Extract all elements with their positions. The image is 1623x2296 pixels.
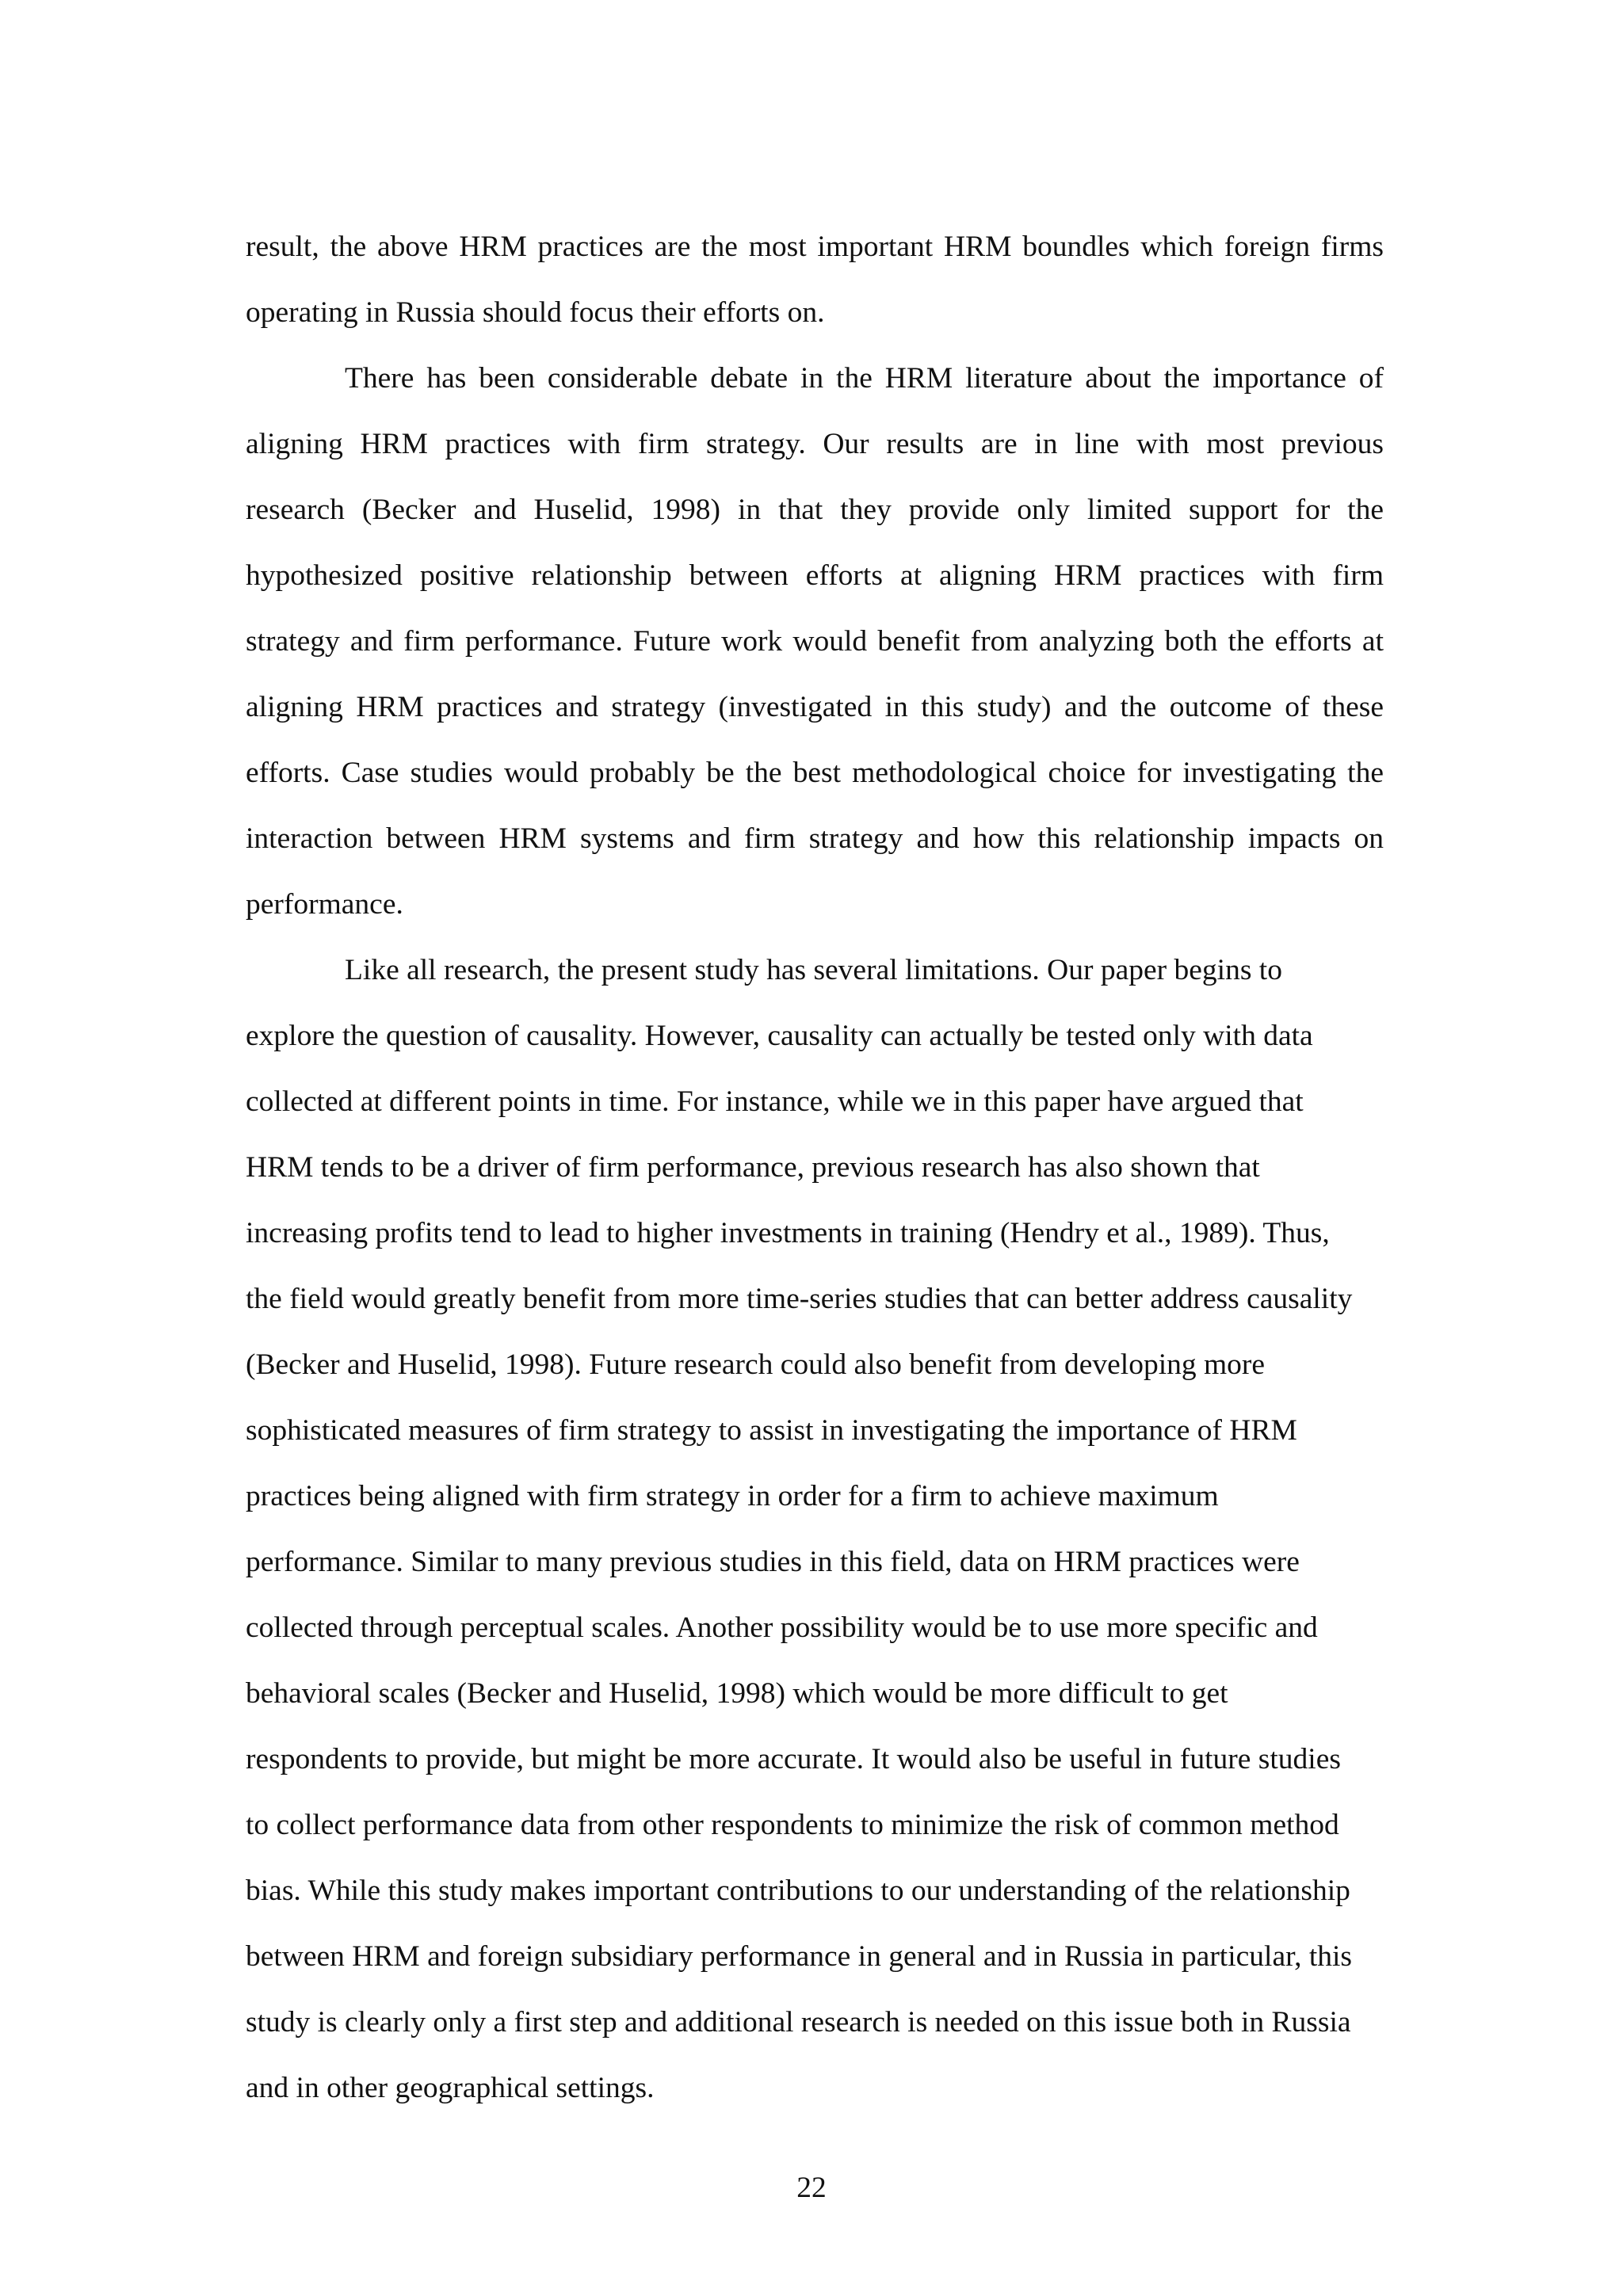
- text-line: There has been considerable debate in the HRM literature about the importance of: [345, 362, 1384, 395]
- text-line: the field would greatly benefit from more time-series studies that can better address causality: [246, 1283, 1353, 1315]
- text-line: respondents to provide, but might be more accurate. It would also be useful in future studies: [246, 1743, 1341, 1775]
- text-line: between HRM and foreign subsidiary performance in general and in Russia in particular, this: [246, 1940, 1353, 1973]
- body-text: [246, 214, 1384, 2121]
- text-line: study is clearly only a first step and additional research is needed on this issue both in Russia: [246, 2006, 1351, 2039]
- text-line: research (Becker and Huselid, 1998) in that they provide only limited support for the: [246, 494, 1384, 526]
- text-line: Like all research, the present study has several limitations. Our paper begins to: [345, 954, 1282, 986]
- text-line: and in other geographical settings.: [246, 2072, 655, 2104]
- text-line: efforts. Case studies would probably be the best methodological choice for investigating the: [246, 757, 1384, 789]
- text-line: result, the above HRM practices are the most important HRM boundles which foreign firms: [246, 231, 1384, 263]
- text-line: collected through perceptual scales. Another possibility would be to use more specific and: [246, 1611, 1318, 1644]
- text-line: increasing profits tend to lead to higher investments in training (Hendry et al., 1989). Thus,: [246, 1217, 1330, 1249]
- paragraph-2: [246, 345, 1384, 937]
- text-line: operating in Russia should focus their efforts on.: [246, 296, 825, 329]
- paragraph-1: [246, 214, 1384, 345]
- text-line: strategy and firm performance. Future work would benefit from analyzing both the efforts at: [246, 625, 1384, 658]
- text-line: behavioral scales (Becker and Huselid, 1998) which would be more difficult to get: [246, 1677, 1228, 1710]
- text-line: sophisticated measures of firm strategy to assist in investigating the importance of HRM: [246, 1414, 1297, 1447]
- text-line: performance. Similar to many previous studies in this field, data on HRM practices were: [246, 1546, 1300, 1578]
- text-line: HRM tends to be a driver of firm performance, previous research has also shown that: [246, 1151, 1260, 1184]
- page-number: 22: [796, 2172, 827, 2204]
- text-line: aligning HRM practices and strategy (investigated in this study) and the outcome of these: [246, 691, 1384, 723]
- text-line: hypothesized positive relationship between efforts at aligning HRM practices with firm: [246, 559, 1384, 592]
- text-line: explore the question of causality. However, causality can actually be tested only with data: [246, 1020, 1313, 1052]
- text-line: interaction between HRM systems and firm strategy and how this relationship impacts on: [246, 822, 1384, 855]
- text-line: performance.: [246, 888, 403, 921]
- text-line: practices being aligned with firm strategy in order for a firm to achieve maximum: [246, 1480, 1219, 1512]
- text-line: collected at different points in time. For instance, while we in this paper have argued that: [246, 1085, 1304, 1118]
- paragraph-3: [246, 937, 1384, 2121]
- text-line: (Becker and Huselid, 1998). Future research could also benefit from developing more: [246, 1348, 1266, 1381]
- text-line: bias. While this study makes important contributions to our understanding of the relationship: [246, 1875, 1350, 1907]
- text-line: aligning HRM practices with firm strategy. Our results are in line with most previous: [246, 428, 1384, 460]
- text-line: to collect performance data from other respondents to minimize the risk of common method: [246, 1809, 1339, 1841]
